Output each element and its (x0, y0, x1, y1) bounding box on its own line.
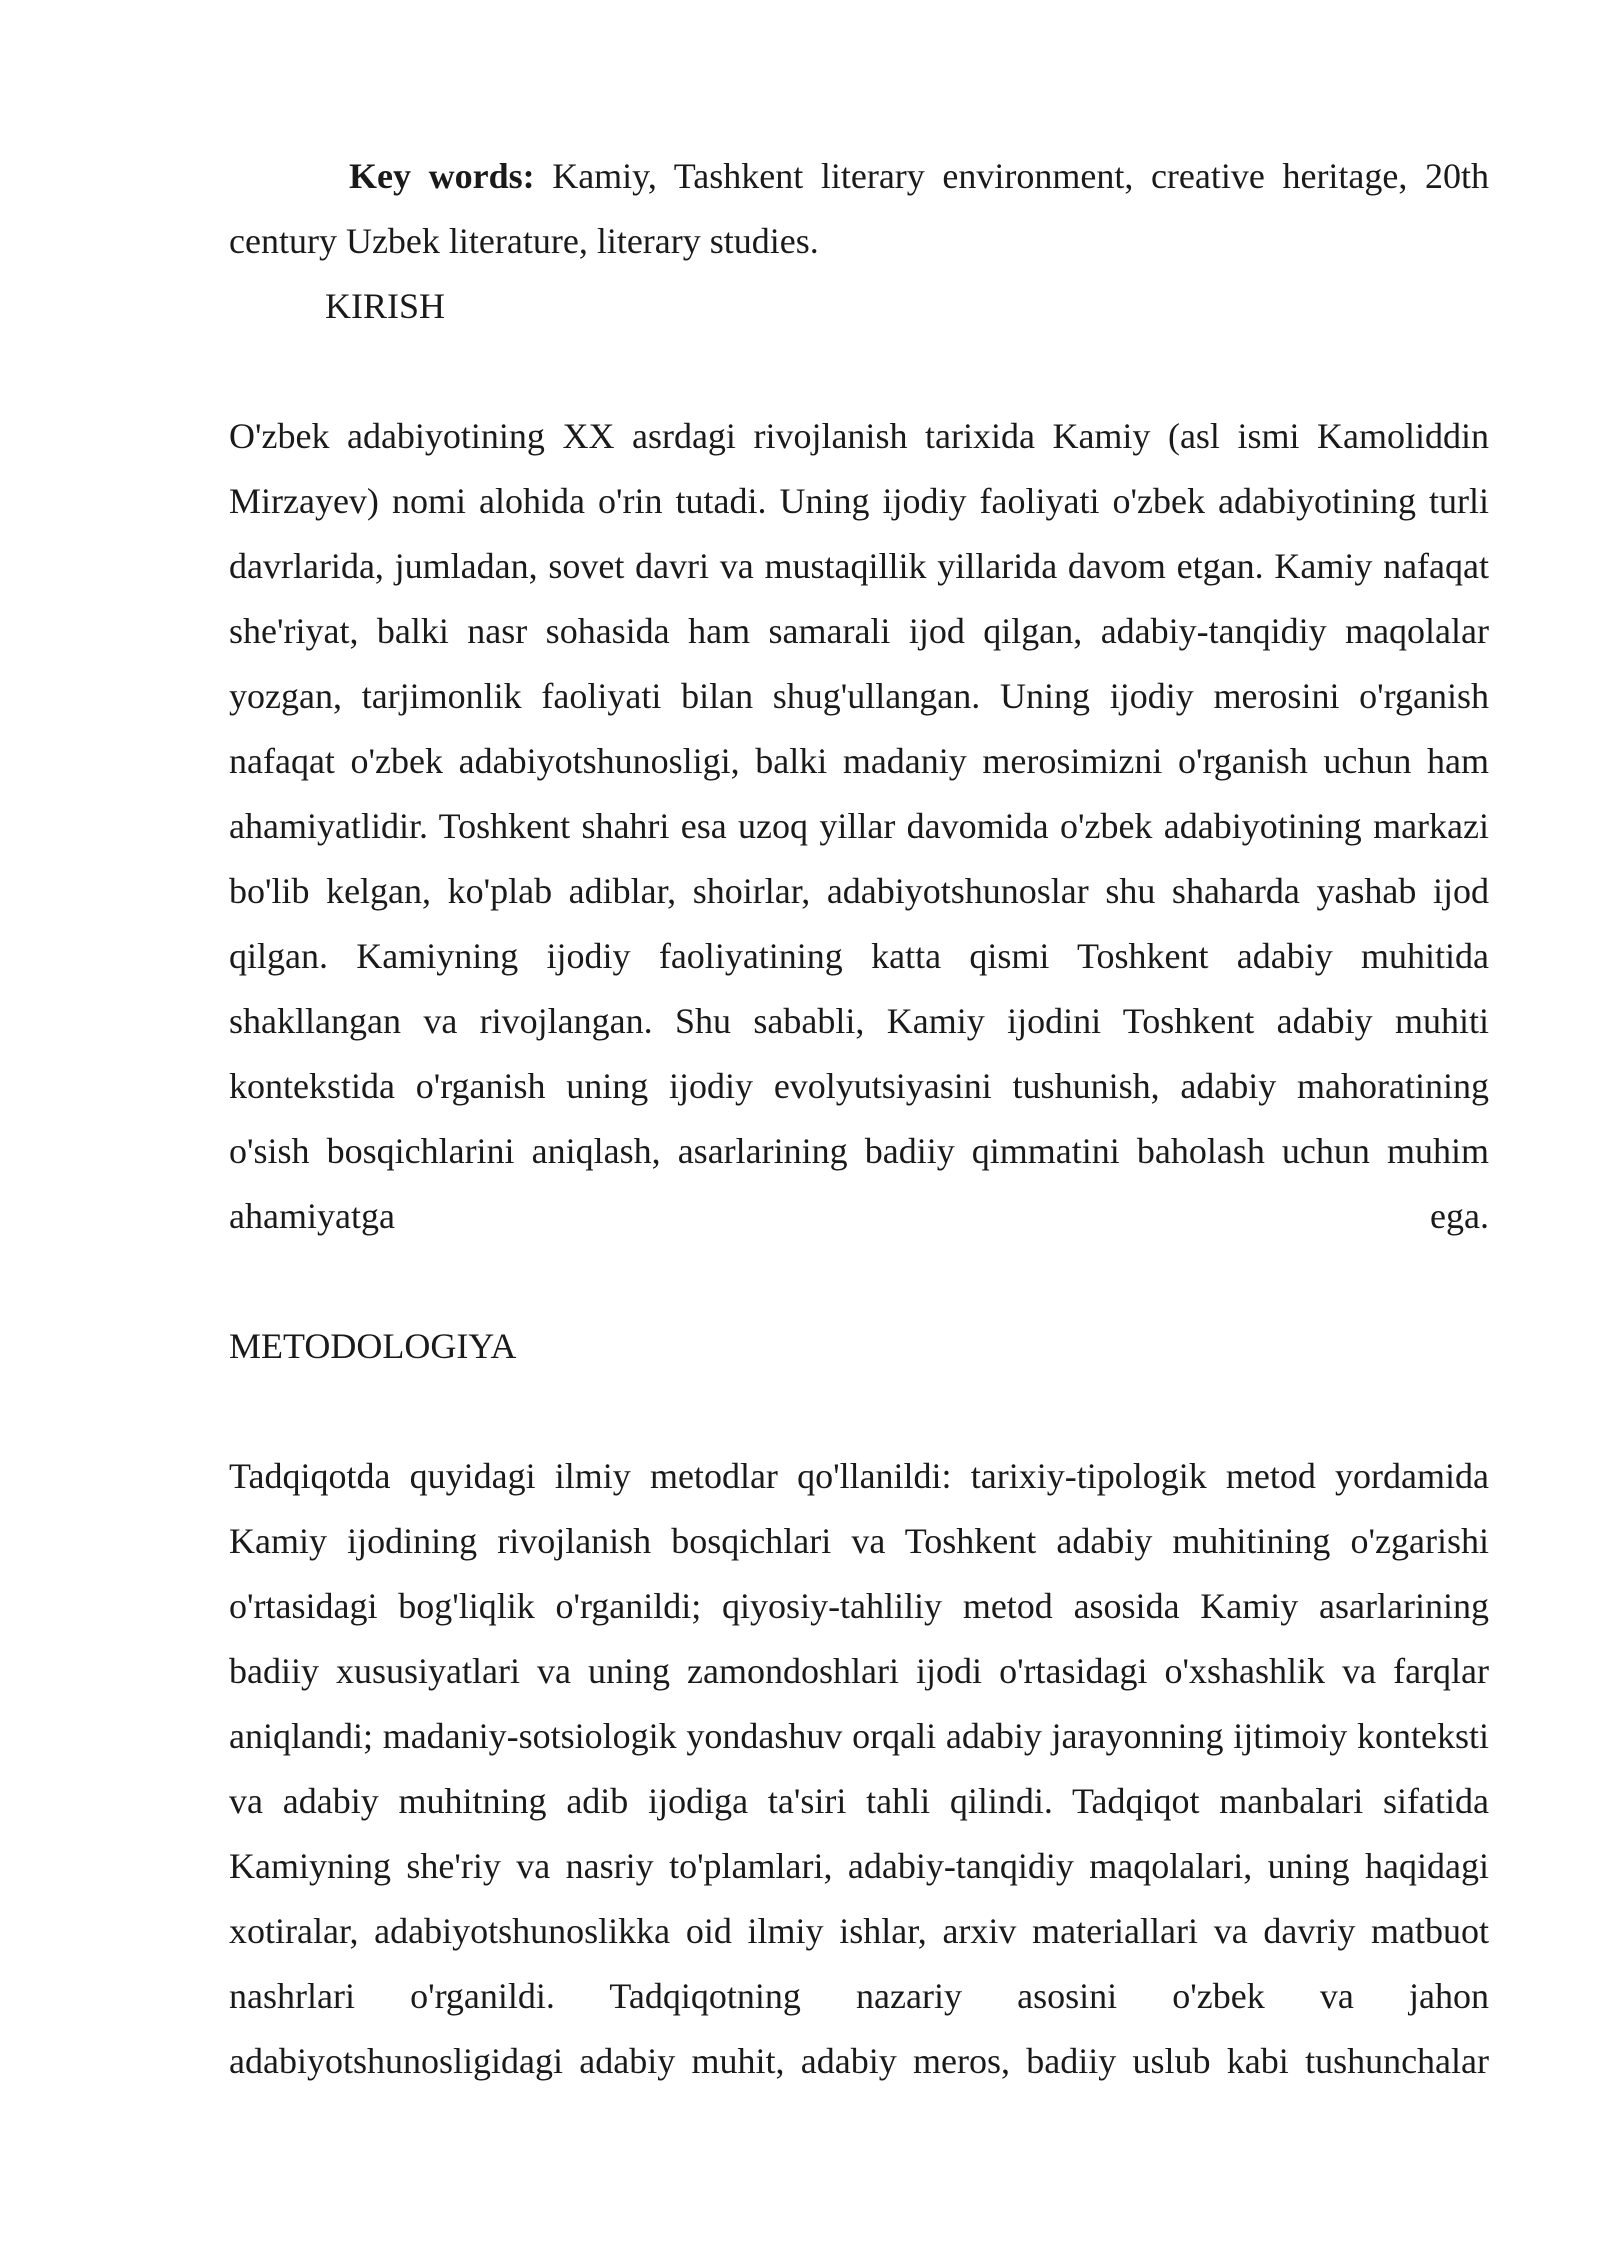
intro-heading: KIRISH (325, 286, 446, 326)
intro-paragraph: O'zbek adabiyotining XX asrdagi rivojlanish tarixida Kamiy (asl ismi Kamoliddin Mirzayev) nomi alohida o'rin tutadi. Uning ijodiy faoliyati o'zbek adabiyotining turli davrlarida, jumladan, sovet davri va mustaqillik yillarida davom etgan. Kamiy nafaqat she'riyat, balki nasr sohasida ham samarali ijod qilgan, adabiy-tanqidiy maqolalar yozgan, tarjimonlik faoliyati bilan shug'ullangan. Uning ijodiy merosini o'rganish nafaqat o'zbek adabiyotshunosligi, balki madaniy merosimizni o'rganish uchun ham ahamiyatlidir. Toshkent shahri esa uzoq yillar davomida o'zbek adabiyotining markazi bo'lib kelgan, ko'plab adiblar, shoirlar, adabiyotshunoslar shu shaharda yashab ijod qilgan. Kamiyning ijodiy faoliyatining katta qismi Toshkent adabiy muhitida shakllangan va rivojlangan. Shu sababli, Kamiy ijodini Toshkent adabiy muhiti kontekstida o'rganish uning ijodiy evolyutsiyasini tushunish, adabiy mahoratining o'sish bosqichlarini aniqlash, asarlarining badiiy qimmatini baholash uchun muhim ahamiyatga ega. (229, 416, 1489, 1236)
keywords-paragraph (229, 144, 1489, 274)
methodology-paragraph: Tadqiqotda quyidagi ilmiy metodlar qo'llanildi: tarixiy-tipologik metod yordamida Kamiy ijodining rivojlanish bosqichlari va Toshkent adabiy muhitining o'zgarishi o'rtasidagi bog'liqlik o'rganildi; qiyosiy-tahliliy metod asosida Kamiy asarlarining badiiy xususiyatlari va uning zamondoshlari ijodi o'rtasidagi o'xshashlik va farqlar aniqlandi; madaniy-sotsiologik yondashuv orqali adabiy jarayonning ijtimoiy konteksti va adabiy muhitning adib ijodiga ta'siri tahli qilindi. Tadqiqot manbalari sifatida Kamiyning she'riy va nasriy to'plamlari, adabiy-tanqidiy maqolalari, uning haqidagi xotiralar, adabiyotshunoslikka oid ilmiy ishlar, arxiv materiallari va davriy matbuot nashrlari o'rganildi. Tadqiqotning nazariy asosini o'zbek va jahon adabiyotshunosligidagi adabiy muhit, adabiy meros, badiiy uslub kabi tushunchalar (229, 1456, 1489, 2081)
methodology-heading: METODOLOGIYA (229, 1326, 517, 1366)
keywords-label: Key words: (349, 156, 535, 196)
keywords-text: Kamiy, Tashkent literary environment, creative heritage, 20th century Uzbek literature, literary studies. (229, 156, 1489, 261)
